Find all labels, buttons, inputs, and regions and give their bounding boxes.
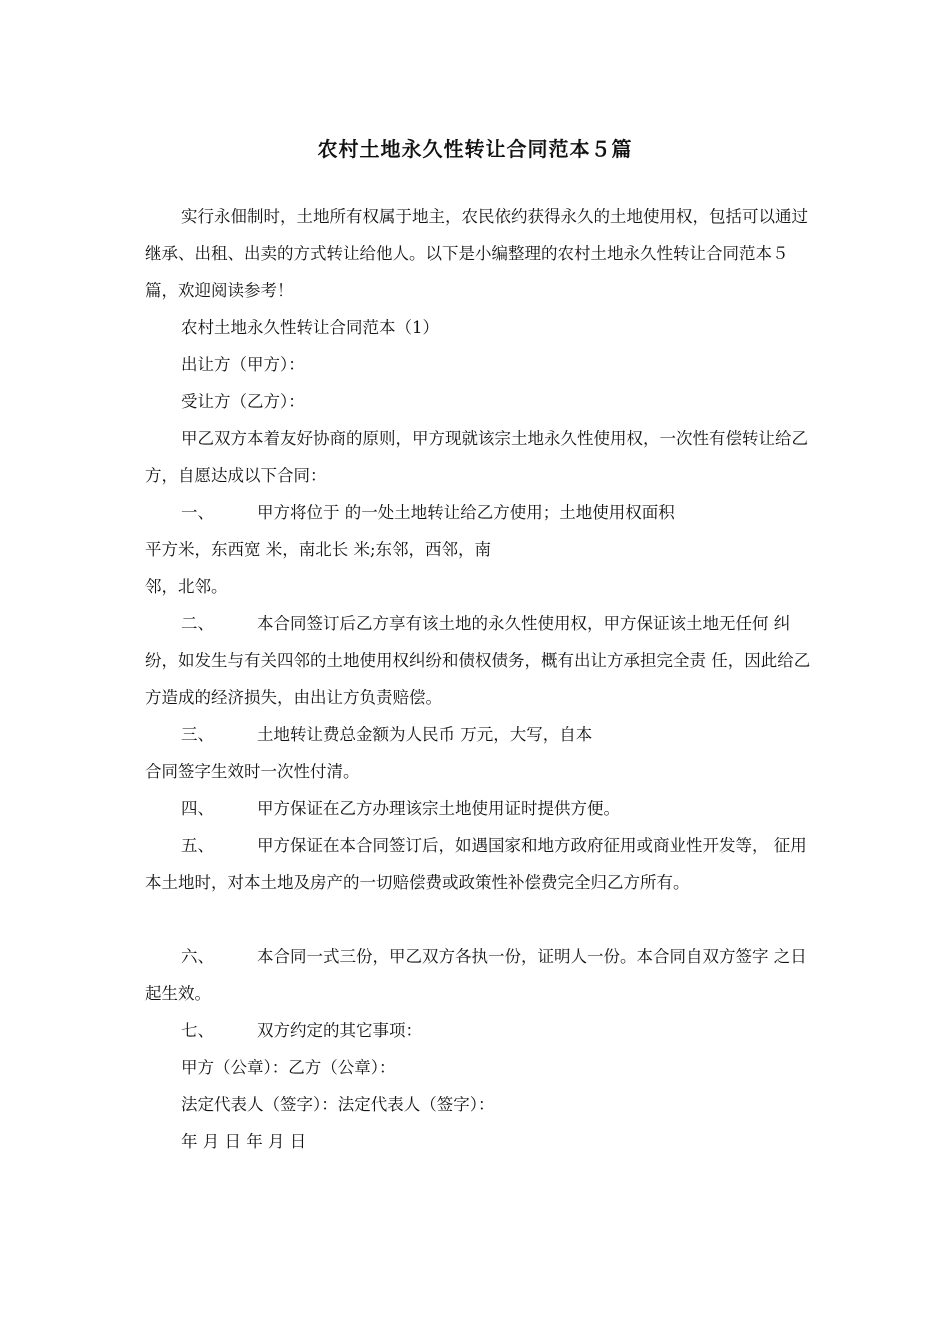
clause-1-text-1: 甲方将位于 的一处土地转让给乙方使用；土地使用权面积: [257, 503, 675, 522]
clause-3-text-1: 土地转让费总金额为人民币 万元，大写，自本: [257, 725, 593, 744]
clause-6-text: 本合同一式三份，甲乙双方各执一份，证明人一份。本合同自双方签字 之日起生效。: [145, 947, 807, 1003]
clause-7-number: 七、: [181, 1021, 214, 1040]
clause-4-number: 四、: [181, 799, 214, 818]
clause-5-number: 五、: [181, 836, 214, 855]
clause-5: [145, 827, 817, 901]
clause-4-text: 甲方保证在乙方办理该宗土地使用证时提供方便。: [257, 799, 620, 818]
representative-line: 法定代表人（签字）：法定代表人（签字）：: [181, 1095, 495, 1114]
date-line: 年 月 日 年 月 日: [181, 1132, 307, 1151]
clause-6-number: 六、: [181, 947, 214, 966]
party-b-label: 受让方（乙方）：: [181, 392, 305, 411]
clause-3-number: 三、: [181, 725, 214, 744]
clause-2-text: 本合同签订后乙方享有该土地的永久性使用权，甲方保证该土地无任何 纠纷，如发生与有关四邻的土地使用权纠纷和债权债务，概有出让方承担完全责 任，因此给乙方造成的经济损失，由出让方负责赔偿。: [145, 614, 811, 707]
document-title: 农村土地永久性转让合同范本５篇: [317, 137, 633, 161]
clause-4: [181, 790, 620, 827]
seal-line: 甲方（公章）：乙方（公章）：: [181, 1058, 396, 1077]
clause-1-line-1: [181, 494, 675, 531]
section-heading: 农村土地永久性转让合同范本（1）: [181, 318, 439, 337]
party-a-label: 出让方（甲方）：: [181, 355, 305, 374]
clause-7: [181, 1012, 422, 1049]
clause-1-number: 一、: [181, 503, 214, 522]
clause-2: [145, 605, 817, 716]
clause-1-line-3: 邻，北邻。: [145, 577, 228, 596]
clause-2-number: 二、: [181, 614, 214, 633]
clause-3-line-1: [181, 716, 592, 753]
preamble-paragraph: 甲乙双方本着友好协商的原则，甲方现就该宗土地永久性使用权，一次性有偿转让给乙方，自愿达成以下合同：: [145, 429, 808, 485]
clause-1-line-2: 平方米，东西宽 米，南北长 米;东邻，西邻，南: [145, 540, 492, 559]
clause-7-text: 双方约定的其它事项：: [257, 1021, 422, 1040]
clause-5-text: 甲方保证在本合同签订后，如遇国家和地方政府征用或商业性开发等， 征用本土地时，对本土地及房产的一切赔偿费或政策性补偿费完全归乙方所有。: [145, 836, 807, 892]
clause-6: [145, 938, 817, 1012]
clause-3-line-2: 合同签字生效时一次性付清。: [145, 762, 360, 781]
intro-paragraph: 实行永佃制时，土地所有权属于地主，农民依约获得永久的土地使用权，包括可以通过继承、出租、出卖的方式转让给他人。以下是小编整理的农村土地永久性转让合同范本５篇，欢迎阅读参考！: [145, 207, 808, 300]
